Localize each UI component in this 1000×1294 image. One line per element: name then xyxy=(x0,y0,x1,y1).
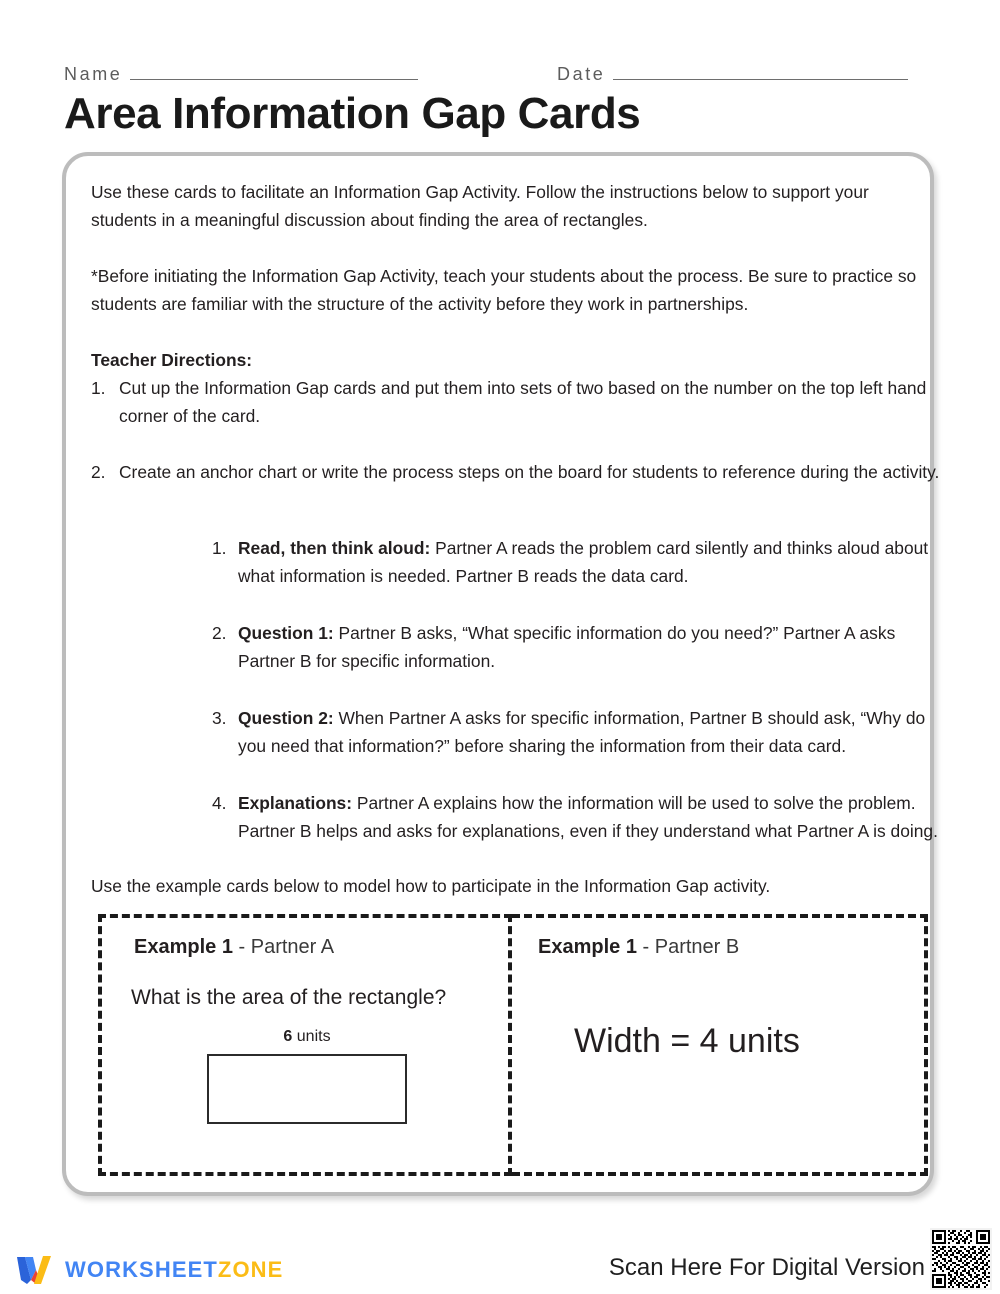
example-card-partner-a xyxy=(98,914,512,1176)
list-item-lead: Question 2: xyxy=(238,708,334,728)
list-item-text: Cut up the Information Gap cards and put them into sets of two based on the number on the top left hand corner of the card. xyxy=(119,378,927,426)
list-item-lead: Question 1: xyxy=(238,623,334,643)
page-title: Area Information Gap Cards xyxy=(64,89,641,138)
date-write-line[interactable] xyxy=(613,79,908,80)
card-a-title-bold: Example 1 xyxy=(134,936,233,958)
example-cards-container xyxy=(98,914,928,1176)
list-item xyxy=(91,458,943,486)
list-item xyxy=(212,789,944,845)
card-a-title-rest: - Partner A xyxy=(232,936,335,958)
rectangle-length-unit: units xyxy=(292,1028,331,1045)
date-label: Date xyxy=(557,64,606,84)
date-field[interactable] xyxy=(557,56,908,84)
list-marker: 4. xyxy=(212,793,227,813)
rectangle-length-value: 6 xyxy=(283,1028,293,1045)
qr-code-image xyxy=(932,1230,990,1288)
logo-text-worksheet: WORKSHEET xyxy=(65,1257,218,1282)
list-marker: 1. xyxy=(212,538,227,558)
list-marker: 3. xyxy=(212,708,227,728)
list-item-lead: Read, then think aloud: xyxy=(238,538,431,558)
list-marker: 2. xyxy=(91,462,106,482)
card-b-title-bold: Example 1 xyxy=(538,936,637,958)
card-a-question: What is the area of the rectangle? xyxy=(131,986,447,1009)
list-item-text: When Partner A asks for specific information, Partner B should ask, “Why do you need that information?” before sharing the information from their data card. xyxy=(238,708,926,756)
name-write-line[interactable] xyxy=(130,79,418,80)
list-item-text: Create an anchor chart or write the process steps on the board for students to reference during the activity. xyxy=(119,462,940,482)
intro-paragraph-1: Use these cards to facilitate an Information Gap Activity. Follow the instructions below to support your students in a meaningful discussion about finding the area of rectangles. xyxy=(91,182,869,230)
card-b-title-rest: - Partner B xyxy=(636,936,740,958)
rectangle-shape xyxy=(207,1054,407,1124)
list-item-text: Partner A reads the problem card silently and thinks aloud about what information is needed. Partner B reads the data card. xyxy=(238,538,929,586)
qr-code[interactable] xyxy=(930,1228,992,1290)
instructions-panel-content xyxy=(80,170,940,1182)
list-marker: 2. xyxy=(212,623,227,643)
list-item xyxy=(91,374,943,430)
model-sentence: Use the example cards below to model how to participate in the Information Gap activity. xyxy=(91,876,771,896)
worksheet-zone-logo[interactable] xyxy=(16,1249,283,1291)
card-b-title xyxy=(538,934,739,960)
list-item-lead: Explanations: xyxy=(238,793,353,813)
name-date-row xyxy=(64,56,936,84)
list-item-text: Partner A explains how the information will be used to solve the problem. Partner B helps and asks for explanations, even if they understand what Partner A is doing. xyxy=(238,793,938,841)
teacher-directions-heading: Teacher Directions: xyxy=(91,350,253,370)
teacher-directions-list xyxy=(91,374,943,514)
name-field[interactable] xyxy=(64,56,418,84)
logo-w-icon xyxy=(16,1253,58,1287)
process-steps-list xyxy=(212,534,944,874)
intro-paragraph-2: *Before initiating the Information Gap Activity, teach your students about the process. Be sure to practice so students are familiar with the structure of the activity before they work in partnerships. xyxy=(91,266,917,314)
list-item xyxy=(212,534,944,590)
list-item xyxy=(212,619,944,675)
name-label: Name xyxy=(64,64,123,84)
instructions-panel xyxy=(62,152,940,1196)
logo-wordmark xyxy=(65,1258,283,1282)
card-a-title xyxy=(134,934,334,960)
rectangle-length-label xyxy=(207,1026,407,1048)
list-item xyxy=(212,704,944,760)
example-card-partner-b xyxy=(512,914,928,1176)
list-marker: 1. xyxy=(91,378,106,398)
rectangle-figure xyxy=(207,1026,407,1124)
scan-here-text: Scan Here For Digital Version xyxy=(608,1254,925,1281)
card-b-data-value: Width = 4 units xyxy=(574,1022,800,1060)
logo-text-zone: ZONE xyxy=(217,1257,284,1282)
list-item-text: Partner B asks, “What specific information do you need?” Partner A asks Partner B for specific information. xyxy=(238,623,896,671)
